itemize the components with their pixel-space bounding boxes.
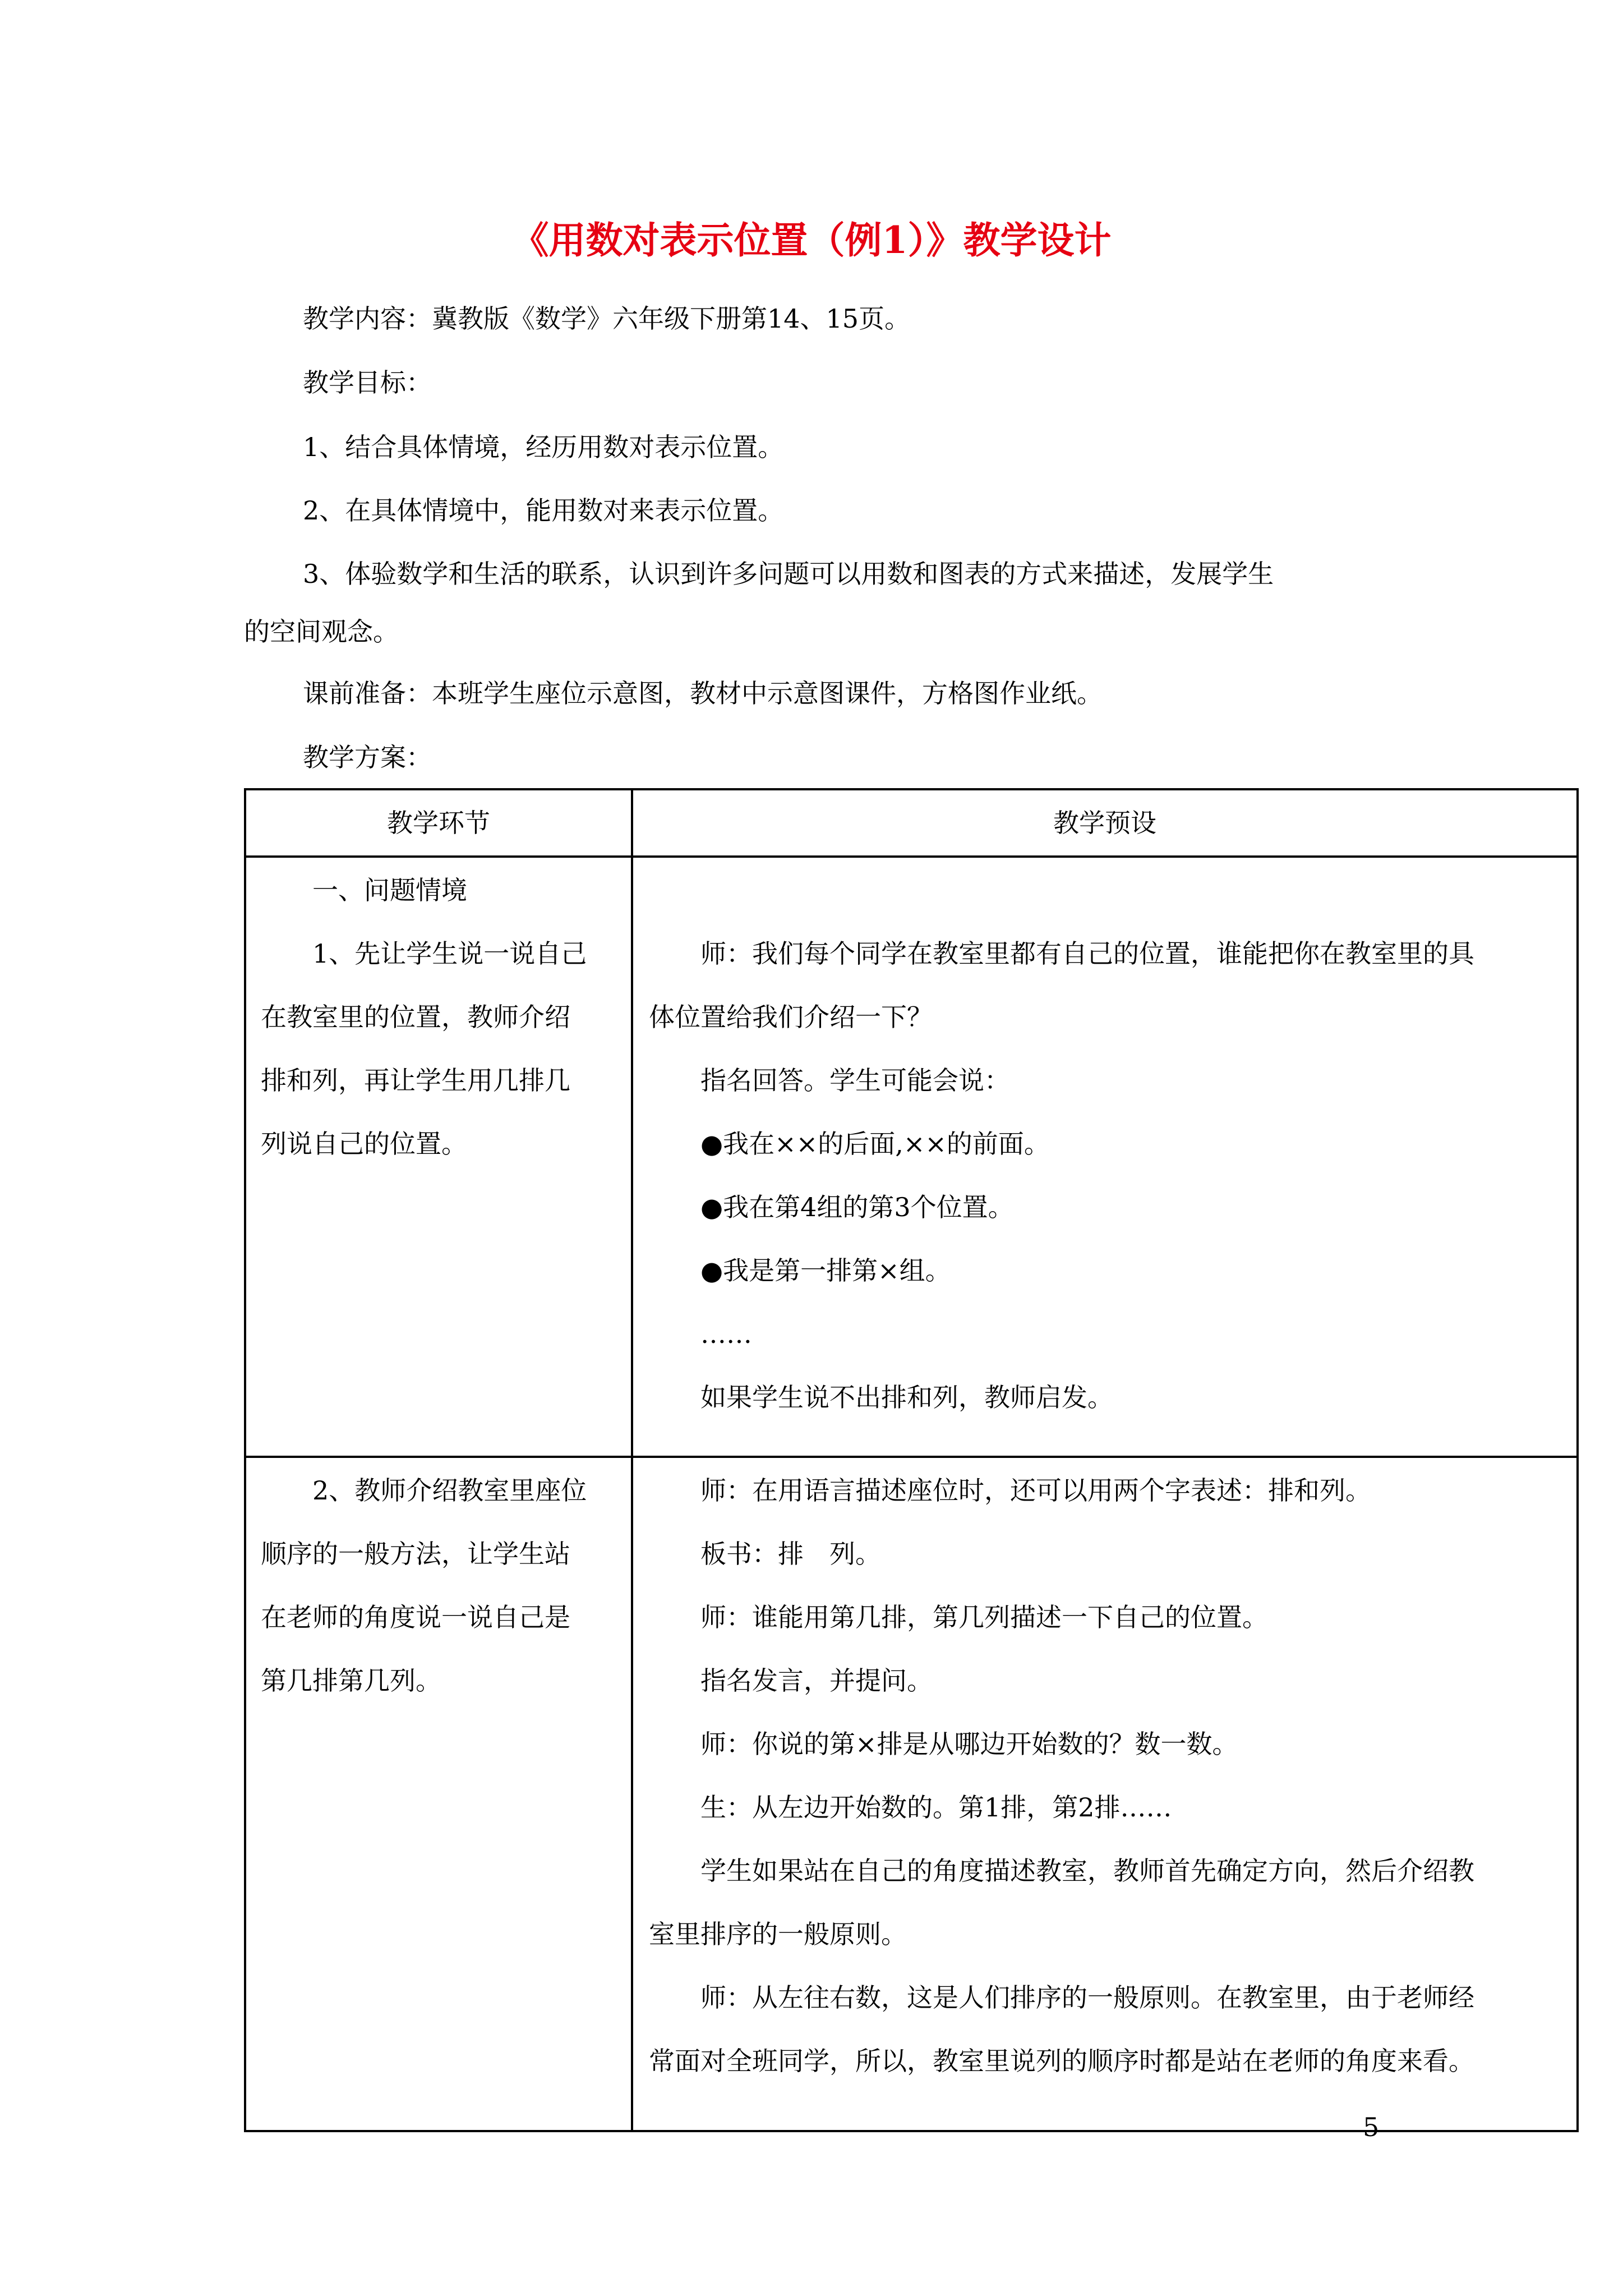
objective-3-line1: 3、体验数学和生活的联系，认识到许多问题可以用数和图表的方式来描述，发展学生 xyxy=(303,559,1274,589)
cell-line: 生：从左边开始数的。第1排，第2排…… xyxy=(700,1792,1172,1823)
cell-line: 第几排第几列。 xyxy=(261,1665,441,1696)
objectives-label: 教学目标： xyxy=(303,367,432,398)
document-title: 《用数对表示位置（例1）》教学设计 xyxy=(511,218,1112,262)
stage-cell-1 xyxy=(245,857,632,1457)
cell-line: …… xyxy=(700,1319,752,1349)
cell-line: 体位置给我们介绍一下？ xyxy=(649,1002,933,1032)
cell-line: 2、教师介绍教室里座位 xyxy=(312,1475,587,1506)
page-number: 5 xyxy=(1363,2112,1380,2142)
cell-line: 师：从左往右数，这是人们排序的一般原则。在教室里，由于老师经 xyxy=(700,1982,1474,2013)
objective-3-line2: 的空间观念。 xyxy=(244,616,399,647)
table-row xyxy=(245,857,1578,1457)
cell-line: 板书：排 列。 xyxy=(700,1539,881,1569)
cell-line: 师：我们每个同学在教室里都有自己的位置，谁能把你在教室里的具 xyxy=(700,938,1474,969)
preparation: 课前准备：本班学生座位示意图，教材中示意图课件，方格图作业纸。 xyxy=(303,678,1103,708)
cell-line: 师：你说的第×排是从哪边开始数的？数一数。 xyxy=(700,1729,1238,1759)
preset-cell-2 xyxy=(632,1457,1578,2131)
cell-line: 在老师的角度说一说自己是 xyxy=(261,1602,570,1632)
cell-line: 在教室里的位置，教师介绍 xyxy=(261,1002,570,1032)
cell-line: 一、问题情境 xyxy=(312,875,467,905)
table-header-row xyxy=(245,789,1578,857)
cell-line: ●我在第4组的第3个位置。 xyxy=(700,1192,1014,1222)
cell-line: ●我是第一排第×组。 xyxy=(700,1255,951,1286)
cell-line: ●我在××的后面,××的前面。 xyxy=(700,1129,1050,1159)
cell-line: 1、先让学生说一说自己 xyxy=(312,938,587,969)
cell-line: 师：谁能用第几排，第几列描述一下自己的位置。 xyxy=(700,1602,1268,1632)
objective-2: 2、在具体情境中，能用数对来表示位置。 xyxy=(303,495,784,526)
cell-line: 排和列，再让学生用几排几 xyxy=(261,1065,570,1096)
cell-line: 学生如果站在自己的角度描述教室，教师首先确定方向，然后介绍教 xyxy=(700,1856,1474,1886)
cell-line: 常面对全班同学，所以，教室里说列的顺序时都是站在老师的角度来看。 xyxy=(649,2046,1474,2076)
cell-line: 指名回答。学生可能会说： xyxy=(700,1065,1010,1096)
teaching-plan-table xyxy=(244,788,1579,2132)
stage-cell-2 xyxy=(245,1457,632,2131)
header-cell-preset: 教学预设 xyxy=(632,789,1578,857)
plan-label: 教学方案： xyxy=(303,742,432,772)
cell-line: 指名发言，并提问。 xyxy=(700,1665,933,1696)
cell-line: 室里排序的一般原则。 xyxy=(649,1919,907,1949)
cell-line: 师：在用语言描述座位时，还可以用两个字表述：排和列。 xyxy=(700,1475,1371,1506)
cell-line: 列说自己的位置。 xyxy=(261,1129,467,1159)
cell-spacer xyxy=(649,859,1563,922)
teaching-content: 教学内容：冀教版《数学》六年级下册第14、15页。 xyxy=(303,303,911,334)
header-cell-stage: 教学环节 xyxy=(245,789,632,857)
cell-line: 如果学生说不出排和列，教师启发。 xyxy=(700,1382,1113,1412)
cell-line: 顺序的一般方法，让学生站 xyxy=(261,1539,570,1569)
preset-cell-1 xyxy=(632,857,1578,1457)
table-row xyxy=(245,1457,1578,2131)
objective-1: 1、结合具体情境，经历用数对表示位置。 xyxy=(303,432,784,462)
